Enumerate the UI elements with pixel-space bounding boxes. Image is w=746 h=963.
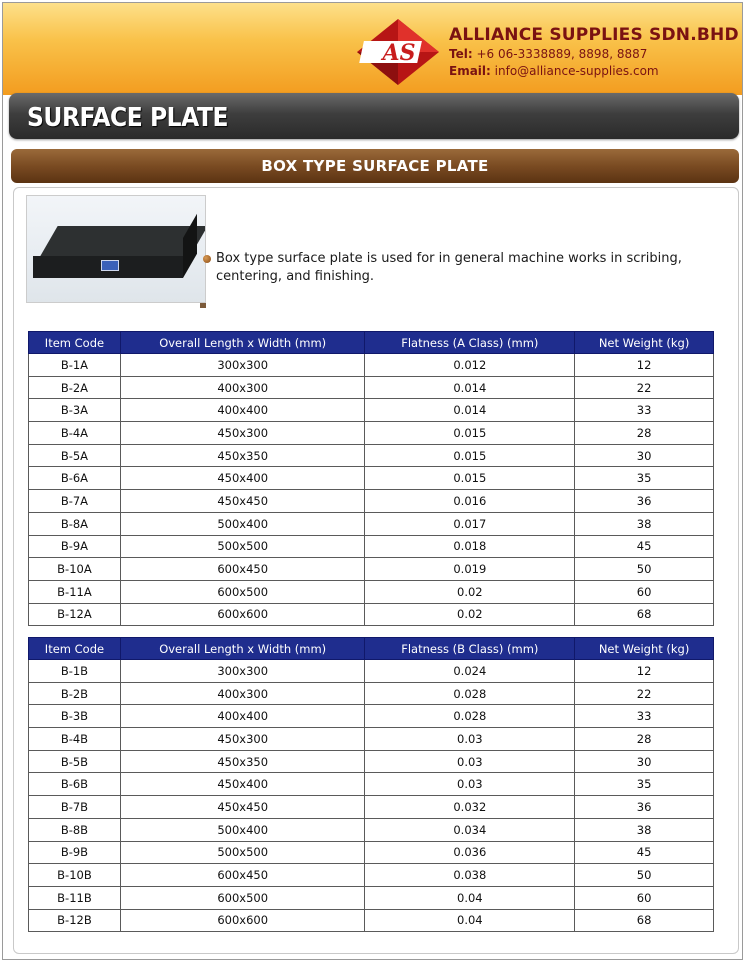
table-row [29,512,714,535]
cell-flatness: 0.024 [365,660,575,683]
cell-item-code: B-9B [29,841,121,864]
cell-item-code: B-1B [29,660,121,683]
bullet-icon [203,255,211,263]
cell-dimensions: 500x400 [120,818,365,841]
cell-net-weight: 33 [575,399,714,422]
cell-flatness: 0.034 [365,818,575,841]
header-dimensions: Overall Length x Width (mm) [120,332,365,354]
cell-flatness: 0.03 [365,728,575,751]
plate-side [183,214,197,278]
spec-table-a-class [28,331,714,626]
company-info [449,25,739,79]
cell-net-weight: 36 [575,796,714,819]
cell-item-code: B-9A [29,535,121,558]
cell-dimensions: 500x400 [120,512,365,535]
cell-net-weight: 38 [575,818,714,841]
table-row [29,660,714,683]
cell-flatness: 0.015 [365,444,575,467]
table-row [29,909,714,932]
table-row [29,422,714,445]
cell-item-code: B-4B [29,728,121,751]
page-title-band [9,93,739,139]
company-logo [355,17,441,87]
cell-item-code: B-5B [29,750,121,773]
cell-dimensions: 450x300 [120,728,365,751]
logo-text: AS [382,40,416,66]
cell-net-weight: 12 [575,660,714,683]
plate-top [40,226,206,256]
contact-email [449,64,739,79]
cell-item-code: B-12B [29,909,121,932]
cell-net-weight: 33 [575,705,714,728]
cell-net-weight: 36 [575,490,714,513]
table-row [29,841,714,864]
cell-net-weight: 28 [575,728,714,751]
cell-dimensions: 500x500 [120,535,365,558]
cell-item-code: B-11A [29,580,121,603]
cell-dimensions: 300x300 [120,660,365,683]
table-row [29,886,714,909]
spec-table-b-class [28,637,714,932]
cell-item-code: B-2A [29,376,121,399]
product-description [216,250,726,286]
content-panel [13,187,739,954]
table-row [29,864,714,887]
cell-flatness: 0.02 [365,603,575,626]
cell-dimensions: 600x500 [120,580,365,603]
cell-dimensions: 400x300 [120,376,365,399]
table-header-row [29,638,714,660]
header-item-code: Item Code [29,332,121,354]
cell-flatness: 0.04 [365,909,575,932]
table-row [29,818,714,841]
table-row [29,750,714,773]
cell-flatness: 0.032 [365,796,575,819]
cell-flatness: 0.03 [365,773,575,796]
header-net-weight: Net Weight (kg) [575,638,714,660]
table-row [29,558,714,581]
cell-item-code: B-4A [29,422,121,445]
cell-net-weight: 60 [575,886,714,909]
cell-item-code: B-6A [29,467,121,490]
cell-item-code: B-8B [29,818,121,841]
cell-flatness: 0.036 [365,841,575,864]
table-row [29,354,714,377]
header-dimensions: Overall Length x Width (mm) [120,638,365,660]
contact-tel [449,47,739,62]
product-image [26,195,206,303]
cell-item-code: B-2B [29,682,121,705]
tel-label: Tel: [449,47,473,61]
cell-net-weight: 22 [575,682,714,705]
cell-dimensions: 600x600 [120,909,365,932]
cell-item-code: B-7A [29,490,121,513]
cell-dimensions: 450x350 [120,750,365,773]
cell-dimensions: 400x400 [120,705,365,728]
table-row [29,728,714,751]
email-value[interactable]: info@alliance-supplies.com [494,64,659,78]
table-row [29,535,714,558]
cell-item-code: B-7B [29,796,121,819]
table-row [29,467,714,490]
cell-flatness: 0.028 [365,705,575,728]
cell-item-code: B-6B [29,773,121,796]
cell-net-weight: 50 [575,864,714,887]
cell-dimensions: 300x300 [120,354,365,377]
cell-net-weight: 60 [575,580,714,603]
table-row [29,444,714,467]
cell-net-weight: 28 [575,422,714,445]
cell-item-code: B-1A [29,354,121,377]
plate-label [101,260,119,271]
cell-item-code: B-3B [29,705,121,728]
cell-flatness: 0.014 [365,376,575,399]
header-flatness: Flatness (A Class) (mm) [365,332,575,354]
cell-item-code: B-10A [29,558,121,581]
table-row [29,580,714,603]
table-header-row [29,332,714,354]
cell-flatness: 0.017 [365,512,575,535]
cell-item-code: B-10B [29,864,121,887]
table-row [29,796,714,819]
cell-flatness: 0.014 [365,399,575,422]
cell-flatness: 0.02 [365,580,575,603]
table-row [29,490,714,513]
header-item-code: Item Code [29,638,121,660]
cell-dimensions: 450x450 [120,490,365,513]
cell-dimensions: 600x500 [120,886,365,909]
cell-net-weight: 68 [575,603,714,626]
table-row [29,705,714,728]
cell-dimensions: 450x450 [120,796,365,819]
cell-net-weight: 38 [575,512,714,535]
cell-flatness: 0.016 [365,490,575,513]
table-row [29,603,714,626]
cell-net-weight: 30 [575,444,714,467]
header [3,3,742,95]
cell-net-weight: 45 [575,535,714,558]
table-row [29,773,714,796]
cell-net-weight: 30 [575,750,714,773]
cell-flatness: 0.015 [365,422,575,445]
cell-flatness: 0.04 [365,886,575,909]
cell-flatness: 0.018 [365,535,575,558]
cell-dimensions: 500x500 [120,841,365,864]
cell-dimensions: 450x300 [120,422,365,445]
tel-value: +6 06-3338889, 8898, 8887 [476,47,648,61]
cell-dimensions: 450x350 [120,444,365,467]
table-row [29,682,714,705]
email-label: Email: [449,64,491,78]
company-name: ALLIANCE SUPPLIES SDN.BHD [449,25,739,45]
header-flatness: Flatness (B Class) (mm) [365,638,575,660]
cell-dimensions: 600x450 [120,558,365,581]
cell-net-weight: 35 [575,467,714,490]
cell-flatness: 0.028 [365,682,575,705]
cell-flatness: 0.019 [365,558,575,581]
cell-flatness: 0.012 [365,354,575,377]
cell-dimensions: 600x450 [120,864,365,887]
cell-item-code: B-8A [29,512,121,535]
page [2,2,743,960]
cell-item-code: B-3A [29,399,121,422]
table-row [29,399,714,422]
cell-flatness: 0.015 [365,467,575,490]
cell-dimensions: 400x300 [120,682,365,705]
description-text: Box type surface plate is used for in general machine works in scribing, centering, and finishing. [216,251,682,284]
cell-net-weight: 12 [575,354,714,377]
cell-net-weight: 68 [575,909,714,932]
cell-net-weight: 45 [575,841,714,864]
cell-flatness: 0.038 [365,864,575,887]
cell-dimensions: 400x400 [120,399,365,422]
header-net-weight: Net Weight (kg) [575,332,714,354]
cell-net-weight: 35 [575,773,714,796]
cell-item-code: B-11B [29,886,121,909]
table-row [29,376,714,399]
page-title: SURFACE PLATE [27,103,229,133]
section-band [11,149,739,183]
cell-net-weight: 22 [575,376,714,399]
section-title: BOX TYPE SURFACE PLATE [261,157,489,175]
cell-dimensions: 450x400 [120,467,365,490]
cell-item-code: B-5A [29,444,121,467]
cell-flatness: 0.03 [365,750,575,773]
cell-net-weight: 50 [575,558,714,581]
cell-dimensions: 450x400 [120,773,365,796]
cell-dimensions: 600x600 [120,603,365,626]
cell-item-code: B-12A [29,603,121,626]
